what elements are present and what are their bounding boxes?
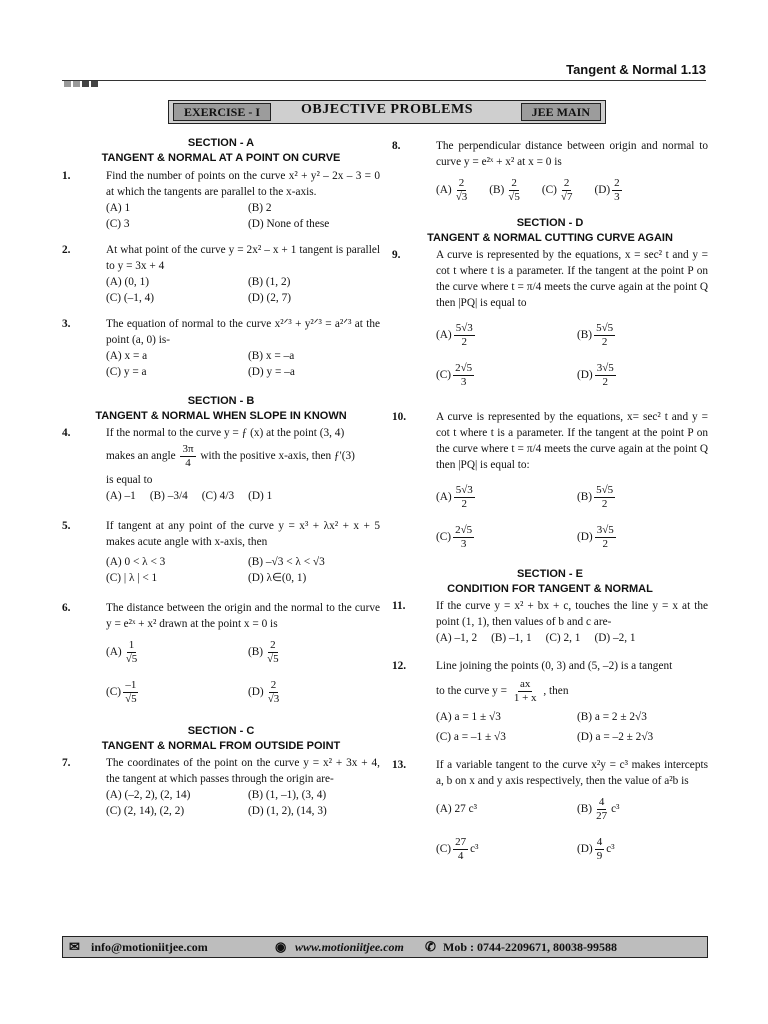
options [106,488,380,504]
question-4 [62,425,380,504]
header-decoration [64,74,100,92]
options [106,554,380,586]
text-fragment: with the positive x-axis, then ƒ'(3) [200,450,355,463]
question-number: 11. [392,600,406,612]
option-label: (D) [577,843,593,855]
option-label: (A) [106,646,122,658]
question-8 [392,138,708,210]
option-b: (B) x = –a [248,350,295,362]
fraction-denominator: 2 [461,335,467,348]
option-d: (D) (2, 7) [248,292,291,304]
question-number: 6. [62,602,71,614]
option-d [577,517,708,557]
question-13 [392,757,708,869]
option-label: (C) [106,686,122,698]
fraction-numerator: 2√5 [455,523,473,536]
fraction [594,484,615,511]
fraction-numerator: 1 [128,638,135,651]
fraction [512,678,539,705]
option-label: (A) [436,329,452,341]
question-text: A curve is represented by the equations, x = sec² t and y = cot t where t is a parameter. If the tangent at the point P on the curve where t = π/4 meets the curve again at the point Q then |PQ| is equal to [436,249,708,309]
option-c: (C) | λ | < 1 [106,572,158,584]
option-tail: c³ [470,843,479,855]
options [106,348,380,380]
fraction-numerator: 2 [511,176,517,189]
fraction [595,836,605,863]
option-b: (B) (1, –1), (3, 4) [248,789,327,801]
question-number: 4. [62,427,71,439]
option-d: (D) a = –2 ± 2√3 [577,731,654,743]
fraction [266,679,282,706]
fraction-denominator: 4 [185,457,191,469]
option-label: (D) [577,531,593,543]
question-5 [62,518,380,586]
option-d [577,355,708,395]
fraction-denominator: 2 [461,497,467,510]
section-b-subtitle: TANGENT & NORMAL WHEN SLOPE IN KNOWN [95,410,347,422]
fraction [265,639,281,666]
header-rule [62,80,706,81]
question-text: The equation of normal to the curve x²ᐟ³ + y²ᐟ³ = a²ᐟ³ at the point (a, 0) is- [106,318,380,346]
option-d [248,672,380,712]
fraction [180,443,195,470]
fraction-numerator: 5√5 [596,321,614,334]
fraction-denominator: 2 [602,537,608,550]
options [436,630,708,646]
fraction-denominator: √5 [125,652,138,665]
question-number: 2. [62,244,71,256]
option-label: (C) [436,843,452,855]
option-c: (C) 2, 1 [545,632,581,644]
option-b: (B) –3/4 [149,490,188,502]
fraction-denominator: 9 [596,849,603,862]
question-text-line-1: If the normal to the curve y = ƒ (x) at the point (3, 4) [106,427,345,439]
section-e-subtitle: CONDITION FOR TANGENT & NORMAL [447,583,653,595]
option-label: (D) [248,686,264,698]
text-fragment: to the curve y = [436,685,507,698]
fraction-denominator: √3 [455,190,468,203]
option-d [577,829,708,869]
fraction [124,639,140,666]
option-c: (C) 3 [106,218,130,230]
section-e-title: SECTION - E [516,568,583,580]
question-text: The perpendicular distance between origin and normal to curve y = e²ˣ + x² at x = 0 is [436,140,708,168]
fraction-denominator: 1 + x [513,692,537,704]
fraction [594,322,615,349]
option-a: (A) 0 < λ < 3 [106,556,166,568]
fraction-denominator: √5 [125,692,137,705]
option-tail: c³ [606,843,615,855]
option-b [577,789,708,829]
question-number: 7. [62,757,71,769]
option-a: (A) 1 [106,202,131,214]
question-number: 1. [62,170,71,182]
options [436,789,708,869]
question-text-line-2 [106,443,380,470]
fraction-numerator: –1 [125,678,137,691]
option-b: (B) a = 2 ± 2√3 [577,711,647,723]
fraction-denominator: √5 [508,190,520,203]
options [436,170,708,210]
footer-website[interactable]: www.motioniitjee.com [295,940,404,954]
fraction [506,177,522,204]
option-b [577,315,708,355]
options [106,274,380,306]
option-a [436,177,471,204]
option-c: (C) (–1, 4) [106,292,155,304]
question-text: If tangent at any point of the curve y = x³ + λx² + x + 5 makes acute angle with x-axis, then [106,520,380,548]
fraction-numerator: 2 [270,638,276,651]
fraction-denominator: 3 [460,375,467,388]
option-b: (B) –√3 < λ < √3 [248,556,325,568]
question-number: 3. [62,318,71,330]
option-label: (A) [436,183,452,196]
option-a [436,477,567,517]
fraction [595,362,616,389]
fraction-denominator: 3 [460,537,467,550]
fraction-numerator: 2 [458,176,465,189]
fraction [559,177,575,204]
option-c [436,517,567,557]
footer-email[interactable]: info@motioniitjee.com [91,940,208,954]
question-text: Find the number of points on the curve x² + y² – 2x – 3 = 0 at which the tangents are parallel to the x-axis. [106,170,380,198]
options [106,787,380,819]
option-a: (A) (–2, 2), (2, 14) [106,789,191,801]
option-label: (C) [541,183,557,196]
option-c [542,177,577,204]
question-1 [62,168,380,232]
option-a: (A) a = 1 ± √3 [436,711,501,723]
option-label: (B) [248,646,264,658]
fraction-numerator: 3√5 [596,361,614,374]
fraction [454,177,470,204]
options [106,632,380,712]
section-a-title: SECTION - A [187,137,255,149]
question-text-line-1: Line joining the points (0, 3) and (5, –2) is a tangent [436,660,673,672]
fraction [453,836,468,863]
question-number: 5. [62,520,71,532]
fraction-numerator: 2 [270,678,277,691]
option-label: (B) [577,491,593,503]
option-c [436,355,567,395]
option-c [436,829,567,869]
question-text: The coordinates of the point on the curve y = x² + 3x + 4, the tangent at which passes through the origin are- [106,757,380,785]
option-d: (D) y = –a [248,366,295,378]
option-c [106,672,238,712]
option-b [248,632,380,672]
question-number: 12. [392,660,407,672]
option-a: (A) –1 [106,490,136,502]
question-text: If a variable tangent to the curve x²y = c³ makes intercepts a, b on x and y axis respectively, then the value of a²b is [436,759,708,787]
fraction-numerator: 4 [598,795,605,808]
option-label: (C) [436,531,452,543]
option-a: (A) –1, 2 [436,632,478,644]
option-a: (A) x = a [106,350,148,362]
jee-main-label: JEE MAIN [521,103,601,121]
option-d: (D) λ∈(0, 1) [248,572,307,584]
fraction [594,796,609,823]
fraction-numerator: 27 [455,835,467,848]
option-b: (B) (1, 2) [248,276,291,288]
option-label: (B) [489,183,505,196]
fraction-numerator: 2 [563,176,570,189]
objective-problems-label: OBJECTIVE PROBLEMS [301,102,473,117]
globe-icon: ◉ [275,939,287,954]
option-c: (C) (2, 14), (2, 2) [106,805,185,817]
question-10 [392,409,708,557]
page-footer [62,936,708,958]
question-number: 10. [392,411,407,423]
fraction-numerator: 3π [182,443,194,455]
question-text: A curve is represented by the equations, x= sec² t and y = cot t where t is a parameter. If the tangent at the point P on the curve where t = π/4 meets the curve again at the point Q then |PQ| is equal to: [436,411,708,471]
fraction-denominator: 2 [602,375,608,388]
option-a [106,632,238,672]
fraction-denominator: 3 [614,190,620,203]
fraction-numerator: ax [519,678,531,690]
option-a [436,315,567,355]
option-label: (D) [594,183,611,196]
page-header-title: Tangent & Normal 1.13 [566,62,706,77]
fraction [453,362,474,389]
question-number: 9. [392,249,401,261]
fraction-numerator: 5√5 [596,483,614,496]
section-d-title: SECTION - D [516,217,584,229]
section-b-title: SECTION - B [187,395,255,407]
options [436,315,708,395]
section-d-subtitle: TANGENT & NORMAL CUTTING CURVE AGAIN [427,232,673,244]
fraction-denominator: 4 [457,849,464,862]
option-b: (B) 2 [248,202,272,214]
fraction-numerator: 4 [596,835,603,848]
option-d: (D) (1, 2), (14, 3) [248,805,327,817]
option-label: (B) [577,803,593,815]
option-d: (D) –2, 1 [594,632,636,644]
options [436,477,708,557]
fraction-denominator: 27 [596,809,608,822]
option-label: (C) [436,369,452,381]
section-c-subtitle: TANGENT & NORMAL FROM OUTSIDE POINT [101,740,341,752]
fraction-denominator: √7 [560,190,573,203]
option-b: (B) –1, 1 [491,632,532,644]
option-b [489,177,524,204]
fraction [612,177,622,204]
options [106,200,380,232]
section-a-subtitle: TANGENT & NORMAL AT A POINT ON CURVE [101,152,341,164]
question-number: 8. [392,140,401,152]
fraction-denominator: 2 [601,335,608,348]
option-a: (A) (0, 1) [106,276,149,288]
fraction [123,679,139,706]
fraction [595,524,616,551]
question-text: The distance between the origin and the normal to the curve y = e²ˣ + x² drawn at the point x = 0 is [106,602,380,630]
question-7 [62,755,380,819]
option-b [577,477,708,517]
question-2 [62,242,380,306]
fraction [454,322,475,349]
options [436,709,708,745]
fraction-numerator: 2 [614,176,620,189]
question-9 [392,247,708,395]
question-text-line-2 [436,678,708,705]
option-a: (A) 27 c³ [436,803,478,815]
question-text: If the curve y = x² + bx + c, touches the line y = x at the point (1, 1), then values of b and c are- [436,600,708,628]
question-3 [62,316,380,380]
fraction-denominator: 2 [601,497,608,510]
option-label: (A) [436,491,452,503]
fraction [454,484,475,511]
footer-mobile: Mob : 0744-2209671, 80038-99588 [443,940,617,954]
exercise-label: EXERCISE - I [173,103,271,121]
option-d: (D) 1 [248,490,273,502]
question-12 [392,658,708,745]
left-column [62,136,380,819]
question-6 [62,600,380,712]
fraction-numerator: 2√5 [455,361,473,374]
envelope-icon: ✉ [69,939,80,954]
fraction-numerator: 5√3 [455,483,473,496]
option-c: (C) y = a [106,366,147,378]
option-label: (D) [577,369,593,381]
option-c: (C) 4/3 [201,490,235,502]
question-text: At what point of the curve y = 2x² – x + 1 tangent is parallel to y = 3x + 4 [106,244,380,272]
option-d: (D) None of these [248,218,330,230]
fraction-denominator: √3 [267,692,280,705]
question-text-line-3: is equal to [106,474,153,486]
section-c-title: SECTION - C [187,725,255,737]
right-column [392,136,708,869]
fraction [453,524,474,551]
option-tail: c³ [611,803,620,815]
text-fragment: makes an angle [106,450,176,463]
fraction-numerator: 3√5 [596,523,614,536]
option-d [594,177,623,204]
option-c: (C) a = –1 ± √3 [436,731,506,743]
option-label: (B) [577,329,593,341]
fraction-numerator: 5√3 [455,321,473,334]
phone-icon: ✆ [425,939,436,954]
question-number: 13. [392,759,407,771]
exercise-banner [168,100,606,124]
question-11 [392,598,708,646]
fraction-denominator: √5 [267,652,279,665]
text-fragment: , then [543,685,569,698]
